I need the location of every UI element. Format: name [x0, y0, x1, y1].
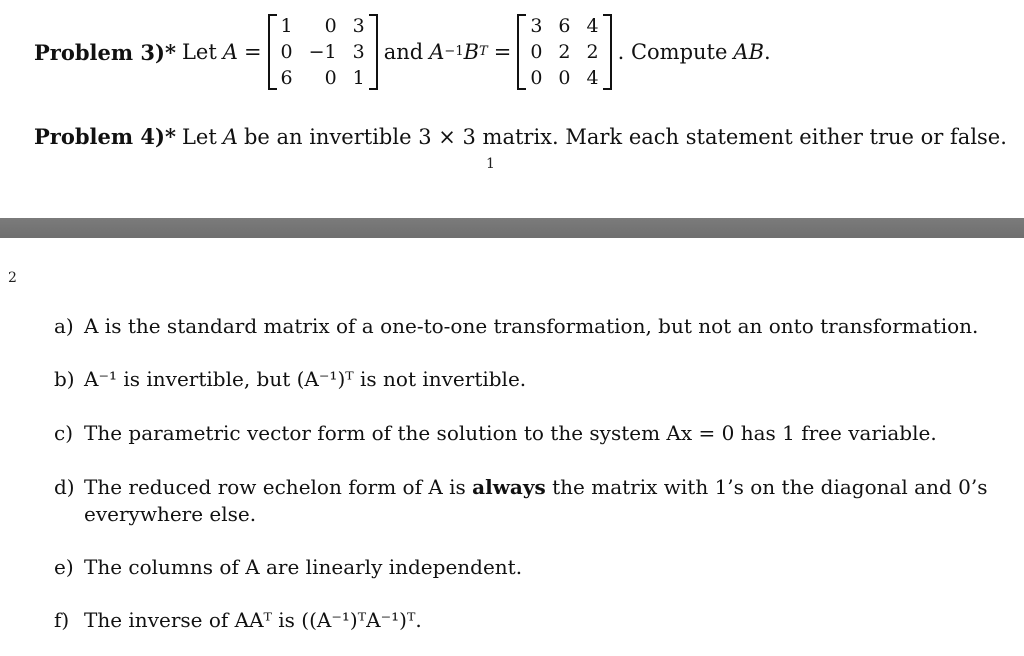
matrix-cell: 0	[558, 67, 571, 89]
matrix-cell: 3	[352, 41, 365, 63]
statement-text-post: the matrix with 1’s on the diagonal and 0’s everywhere else.	[84, 475, 988, 526]
page-number-2: 2	[8, 270, 17, 286]
symbol-A-inverse: A	[429, 40, 445, 64]
problem-4-heading: Problem 4)*	[34, 124, 176, 149]
problem-4-line	[34, 124, 1007, 149]
symbol-A: A	[222, 40, 238, 64]
statement-b	[54, 366, 994, 393]
matrix-A-entries	[277, 14, 369, 90]
matrix-cell: −1	[308, 41, 337, 63]
problem-3-line: Problem 3)* Let A = 1 0 3 0 −1 3 6 0 1 and A −1 B T = 3 6 4 0 2 2 0 0 4 . Compute AB .	[34, 15, 771, 89]
statement-emphasis: always	[472, 475, 546, 499]
and-word: and	[383, 40, 424, 64]
page-gap-divider	[0, 218, 1024, 238]
matrix-AinvBT	[517, 14, 611, 90]
statement-letter: f)	[54, 608, 70, 632]
right-bracket	[369, 14, 378, 90]
statement-f	[54, 607, 994, 634]
problem-3-let: Let	[181, 40, 217, 64]
statement-text: The inverse of AAᵀ is ((A⁻¹)ᵀA⁻¹)ᵀ.	[84, 608, 422, 632]
left-bracket	[517, 14, 526, 90]
statement-letter: a)	[54, 314, 74, 338]
left-bracket	[268, 14, 277, 90]
statement-text	[84, 474, 994, 528]
statement-letter: e)	[54, 555, 74, 579]
problem-3-heading: Problem 3)*	[34, 39, 176, 65]
matrix-cell: 3	[530, 15, 543, 37]
statement-text-pre: The reduced row echelon form of A is	[84, 475, 466, 499]
statement-text: The parametric vector form of the solution to the system Ax = 0 has 1 free variable.	[84, 421, 937, 445]
statement-text: A⁻¹ is invertible, but (A⁻¹)ᵀ is not invertible.	[84, 367, 527, 391]
matrix-cell: 6	[280, 67, 293, 89]
statement-letter: b)	[54, 367, 75, 391]
statement-c	[54, 420, 994, 447]
matrix-cell: 0	[280, 41, 293, 63]
page-2	[0, 238, 1024, 656]
statement-a	[54, 313, 994, 340]
matrix-cell: 0	[530, 67, 543, 89]
matrix-cell: 3	[352, 15, 365, 37]
statement-d	[54, 474, 994, 528]
statement-letter: c)	[54, 421, 74, 445]
statement-letter: d)	[54, 475, 75, 499]
symbol-AB: AB	[733, 40, 765, 64]
symbol-B: B	[463, 40, 480, 64]
matrix-cell: 6	[558, 15, 571, 37]
equals-sign-2: =	[493, 40, 512, 64]
matrix-A	[268, 14, 378, 90]
period: .	[764, 40, 771, 64]
matrix-cell: 1	[280, 15, 293, 37]
matrix-AinvBT-entries	[526, 14, 602, 90]
matrix-cell: 2	[586, 41, 599, 63]
problem-4-text: be an invertible 3 × 3 matrix. Mark each statement either true or false.	[243, 124, 1007, 149]
matrix-cell: 1	[352, 67, 365, 89]
statement-e	[54, 554, 994, 581]
right-bracket	[603, 14, 612, 90]
matrix-cell: 4	[586, 67, 599, 89]
matrix-cell: 0	[324, 15, 337, 37]
compute-text: . Compute	[617, 40, 728, 64]
statement-text: A is the standard matrix of a one-to-one transformation, but not an onto transformation.	[84, 314, 979, 338]
matrix-cell: 0	[530, 41, 543, 63]
page-1	[0, 0, 1024, 218]
matrix-cell: 0	[324, 67, 337, 89]
statement-text: The columns of A are linearly independent.	[84, 555, 523, 579]
page-number-1: 1	[486, 156, 495, 172]
matrix-cell: 2	[558, 41, 571, 63]
matrix-cell: 4	[586, 15, 599, 37]
problem-4-let: Let	[181, 124, 217, 149]
equals-sign: =	[243, 40, 262, 64]
symbol-A: A	[222, 124, 238, 149]
